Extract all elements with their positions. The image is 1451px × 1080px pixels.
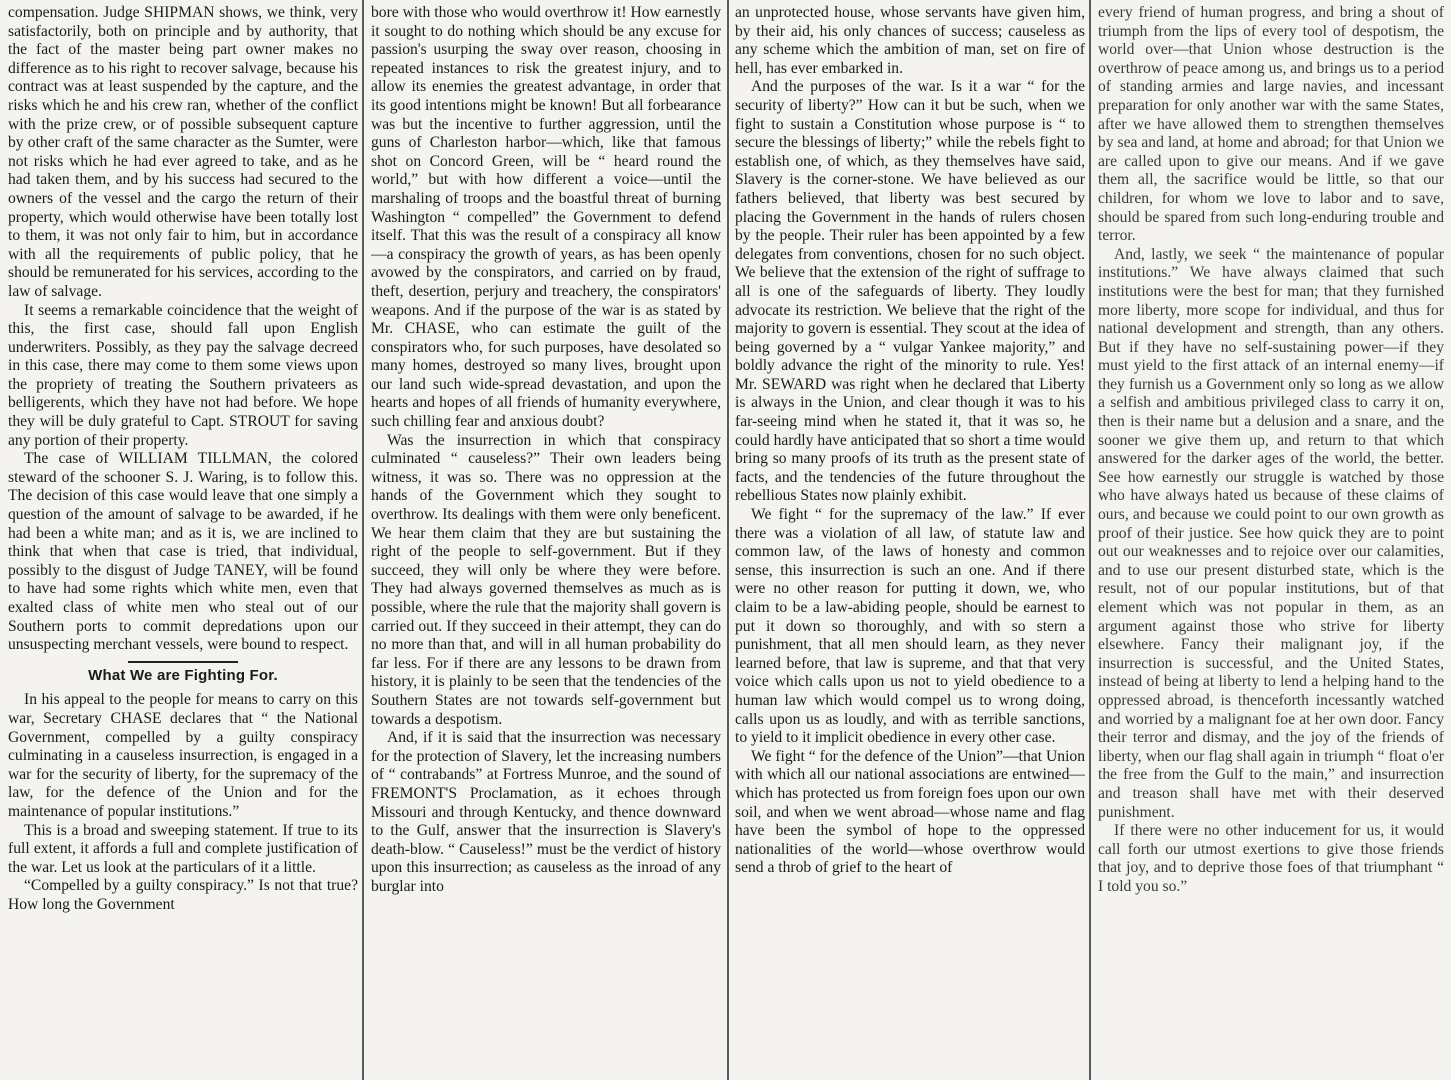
paragraph: This is a broad and sweeping statement. If true to its full extent, it affords a full and complete justification of the war. Let us look at the particulars of it a little. [8,821,358,876]
paragraph: We fight “ for the defence of the Union”—that Union with which all our national associations are entwined—which has protected us from foreign foes upon our own soil, and when we went abroad—whose name and flag have been the symbol of hope to the oppressed nationalities of the world—whose overthrow would send a throb of grief to the heart of [735,747,1085,877]
paragraph: If there were no other inducement for us, it would call forth our utmost exertions to give those friends that joy, and to deprive those foes of that triumphant “ I told you so.” [1098,822,1444,895]
column-2 [371,4,721,1080]
paragraph: Was the insurrection in which that conspiracy culminated “ causeless?” Their own leaders being witness, it was so. There was no oppression at the hands of the Government which they sought to overthrow. Its dealings with them were only beneficent. We hear them claim that they are but sustaining the right of the people to self-government. But if they succeed, they will only be where they were before. They had always governed themselves as much as is possible, where the rule that the majority shall govern is carried out. If they succeed in their attempt, they can do no more than that, and will in all human probability do far less. For if there are any lessons to be drawn from history, it is plainly to be seen that the tendencies of the Southern States are not towards self-government but towards a despotism. [371,431,721,728]
paragraph: “Compelled by a guilty conspiracy.” Is not that true? How long the Government [8,877,358,913]
column-1 [8,4,358,1080]
paragraph: And, lastly, we seek “ the maintenance of popular institutions.” We have always claimed that such institutions were the best for man; that they furnished more liberty, more scope for individual, and thus for national development and strength, than any others. But if they have no self-sustaining power—if they must yield to the first attack of an internal enemy—if they furnish us a Government only so long as we allow a selfish and ambitious privileged class to carry it on, then is their name but a delusion and a snare, and the sooner we give them up, and return to that which answered for the darker ages of the world, the better. See how earnestly our struggle is watched by those who have always hated us because of these claims of ours, and because we could point to our own growth as proof of their justice. See how quick they are to point out our weaknesses and to rejoice over our calamities, and to use our present disturbed state, which is the result, not of our popular institutions, but of that element which was not popular in them, as an argument against those who strive for liberty elsewhere. Fancy their malignant joy, if the insurrection is successful, and the United States, instead of being at liberty to lend a helping hand to the oppressed abroad, is thenceforth incessantly watched and worried by a malignant foe at her own door. Fancy their terror and dismay, and the joy of the friends of liberty, when our flag shall again in triumph “ float o'er the free from the Gulf to the main,” and insurrection and treason shall have met with their deserved punishment. [1098,245,1444,821]
column-3 [735,4,1085,1080]
paragraph: And, if it is said that the insurrection was necessary for the protection of Slavery, let the increasing numbers of “ contrabands” at Fortress Munroe, and the sound of FREMONT'S Proclamation, as it echoes through Missouri and through Kentucky, and thence downward to the Gulf, answer that the insurrection is Slavery's death-blow. “ Causeless!” must be the verdict of history upon this insurrection; as causeless as the inroad of any burglar into [371,729,721,895]
paragraph: every friend of human progress, and bring a shout of triumph from the lips of every tool of despotism, the world over—that Union whose destruction is the overthrow of peace among us, and brings us to a period of standing armies and large navies, and incessant preparation for only another war with the same States, after we have allowed them to strengthen themselves by sea and land, at home and abroad; for that Union we are called upon to give our means. And if we gave them all, the sacrifice would be little, so that our children, for whom we love to labor and to save, should be spared from such long-enduring trouble and terror. [1098,4,1444,245]
column-rule [727,0,729,1080]
column-rule [362,0,364,1080]
column-rule [1089,0,1091,1080]
paragraph: In his appeal to the people for means to carry on this war, Secretary CHASE declares that “ the National Government, compelled by a guilty conspiracy culminating in a causeless insurrection, is engaged in a war for the security of liberty, for the supremacy of the law, for the defence of the Union and for the maintenance of popular institutions.” [8,691,358,820]
paragraph: compensation. Judge SHIPMAN shows, we think, very satisfactorily, both on principle and by authority, that the fact of the master being part owner makes no difference as to his right to recover salvage, because his contract was at least suspended by the capture, and the risks which he and his crew ran, whether of the conflict with the prize crew, or of possible subsequent capture by other craft of the same character as the Sumter, were not risks which he had ever agreed to take, and as he had taken them, and by his success had secured to the owners of the vessel and the cargo the return of their property, which would otherwise have been totally lost to them, it was not only fair to him, but in accordance with all the requirements of public policy, that he should be remunerated for his services, according to the law of salvage. [8,4,358,300]
section-divider [128,661,238,663]
paragraph: bore with those who would overthrow it! How earnestly it sought to do nothing which should be any excuse for passion's usurping the sway over reason, choosing in repeated instances to risk the greatest injury, and to allow its enemies the greatest advantage, in order that its good intentions might be known! But all forbearance was but the incentive to further aggression, until the guns of Charleston harbor—which, like that famous shot on Concord Green, will be “ heard round the world,” but with how different a voice—until the marshaling of troops and the boastful threat of burning Washington “ compelled” the Government to defend itself. That this was the result of a conspiracy all know—a conspiracy the growth of years, as has been openly avowed by the conspirators, and carried on by fraud, theft, desertion, perjury and treachery, the conspirators' weapons. And if the purpose of the war is as stated by Mr. CHASE, who can estimate the guilt of the conspirators who, for such purposes, have desolated so many homes, destroyed so many lives, brought upon our land such wide-spread devastation, and upon the hearts and hopes of all friends of humanity everywhere, such chilling fear and anxious doubt? [371,4,721,431]
article-headline: What We are Fighting For. [88,666,278,684]
column-4 [1098,4,1444,1080]
paragraph: The case of WILLIAM TILLMAN, the colored steward of the schooner S. J. Waring, is to follow this. The decision of this case would leave that one simply a question of the amount of salvage to be awarded, if he had been a white man; and as it is, we are inclined to think that when that case is tried, that individual, possibly to the disgust of Judge TANEY, will be found to have had some rights which white men, even that exalted class of white men who steal out of our Southern ports to commit depredations upon our unsuspecting merchant vessels, were bound to respect. [8,450,358,654]
paragraph: We fight “ for the supremacy of the law.” If ever there was a violation of all law, of statute law and common law, of the laws of honesty and common sense, this insurrection is such an one. And if there were no other reason for putting it down, we, who claim to be a law-abiding people, should be earnest to put it down so thoroughly, and with so stern a punishment, that all men should learn, as they never learned before, that law is supreme, and that that very voice which calls upon us not to yield obedience to a human law which would compel us to wrong doing, calls upon us as loudly, and with as terrible sanctions, to yield to it implicit obedience in every other case. [735,506,1085,747]
paragraph: It seems a remarkable coincidence that the weight of this, the first case, should fall upon English underwriters. Possibly, as they pay the salvage decreed in this case, there may come to them some views upon the propriety of treating the Southern privateers as belligerents, which they have not had before. We hope they will be duly grateful to Capt. STROUT for saving any portion of their property. [8,301,358,449]
paragraph: an unprotected house, whose servants have given him, by their aid, his only chances of success; causeless as any scheme which the ambition of man, set on fire of hell, has ever embarked in. [735,4,1085,77]
paragraph: And the purposes of the war. Is it a war “ for the security of liberty?” How can it but be such, when we fight to sustain a Constitution whose purpose is “ to secure the blessings of liberty;” while the rebels fight to establish one, of which, as they themselves have said, Slavery is the corner-stone. We have believed as our fathers believed, that liberty was best secured by placing the Government in the hands of rulers chosen by the people. Their ruler has been appointed by a few delegates from conventions, chosen for no such object. We believe that the extension of the right of suffrage to all is one of the safeguards of liberty. They loudly advocate its restriction. We believe that the right of the majority to govern is essential. They scout at the idea of being governed by a “ vulgar Yankee majority,” and boldly advance the right of the minority to rule. Yes! Mr. SEWARD was right when he declared that Liberty is always in the Union, and clear though it was to his far-seeing mind when he stated it, that it was so, he could hardly have anticipated that so short a time would bring so many proofs of its truth as the present state of facts, and the tendencies of the future throughout the rebellious States now plainly exhibit. [735,78,1085,505]
